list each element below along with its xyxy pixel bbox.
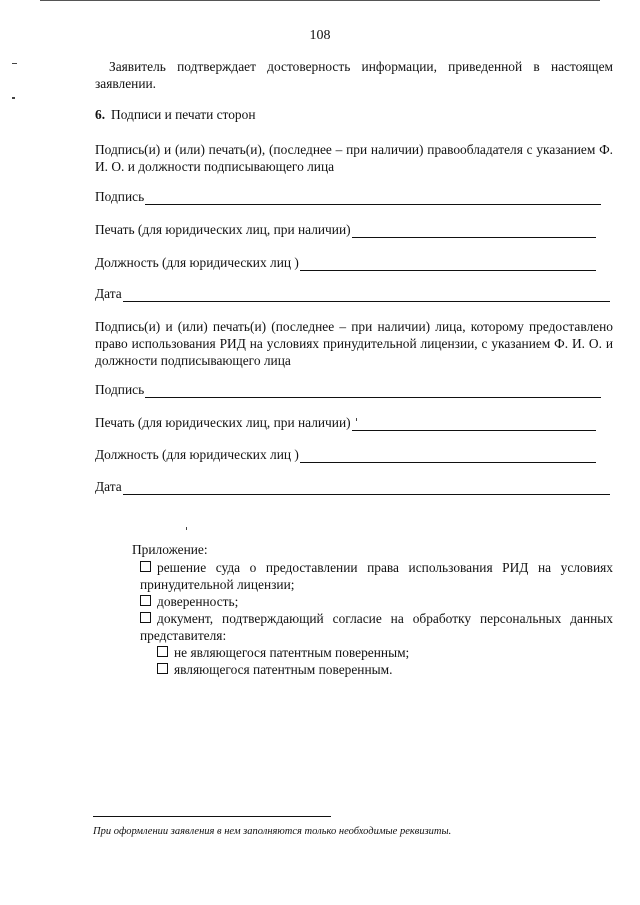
licensee-date-field[interactable] (123, 481, 610, 495)
owner-date-field[interactable] (123, 288, 610, 302)
licensee-signature-label: Подпись (95, 382, 145, 397)
scan-speck (186, 527, 187, 530)
attachments-title: Приложение: (132, 542, 208, 557)
licensee-seal-label: Печать (для юридических лиц, при наличии) (95, 415, 351, 430)
scan-speck (356, 418, 357, 421)
owner-date-line (95, 284, 610, 302)
licensee-signature-line (95, 380, 601, 398)
owner-seal-field[interactable] (352, 224, 596, 238)
footnote-divider (93, 816, 331, 817)
licensee-date-label: Дата (95, 479, 122, 494)
owner-signature-line (95, 187, 601, 205)
checkbox[interactable] (140, 612, 151, 623)
owner-seal-label: Печать (для юридических лиц, при наличии) (95, 222, 351, 237)
owner-signature-label: Подпись (95, 189, 145, 204)
licensee-seal-field[interactable] (352, 417, 596, 431)
owner-position-label: Должность (для юридических лиц ) (95, 255, 299, 270)
top-border (40, 0, 600, 1)
owner-seal-line (95, 220, 596, 238)
attachment-item: решение суда о предоставлении права использования РИД на условиях принудительной лицензии; (140, 560, 613, 592)
licensee-position-label: Должность (для юридических лиц ) (95, 447, 299, 462)
footnote: При оформлении заявления в нем заполняются только необходимые реквизиты. (93, 826, 452, 837)
licensee-seal-line (95, 413, 596, 431)
licensee-position-line (95, 445, 596, 463)
intro-text: Заявитель подтверждает достоверность информации, приведенной в настоящем заявлении. (95, 59, 613, 91)
checkbox[interactable] (140, 595, 151, 606)
checkbox[interactable] (157, 646, 168, 657)
owner-intro: Подпись(и) и (или) печать(и), (последнее – при наличии) правообладателя с указанием Ф. И. О. и должности подписывающего лица (95, 142, 613, 174)
attachment-item: доверенность; (140, 593, 613, 610)
section-title: Подписи и печати сторон (111, 107, 256, 122)
owner-position-field[interactable] (300, 257, 596, 271)
owner-signature-field[interactable] (145, 191, 601, 205)
section-number: 6. (95, 107, 106, 122)
checkbox[interactable] (140, 561, 151, 572)
attachment-sub-item: не являющегося патентным поверенным; (157, 644, 577, 661)
page-number: 108 (309, 28, 331, 43)
section-heading (95, 107, 256, 123)
attachment-sub-item: являющегося патентным поверенным. (157, 661, 577, 678)
scan-speck (12, 63, 17, 64)
licensee-intro: Подпись(и) и (или) печать(и) (последнее – при наличии) лица, которому предоставлено право использования РИД на условиях принудительной лицензии, с указанием Ф. И. О. и должности подписывающего лица (95, 319, 613, 368)
owner-position-line (95, 253, 596, 271)
checkbox[interactable] (157, 663, 168, 674)
owner-date-label: Дата (95, 286, 122, 301)
scan-speck (12, 97, 15, 99)
licensee-date-line (95, 477, 610, 495)
licensee-signature-field[interactable] (145, 384, 601, 398)
attachment-item: документ, подтверждающий согласие на обработку персональных данных представителя: (140, 611, 613, 643)
licensee-position-field[interactable] (300, 449, 596, 463)
